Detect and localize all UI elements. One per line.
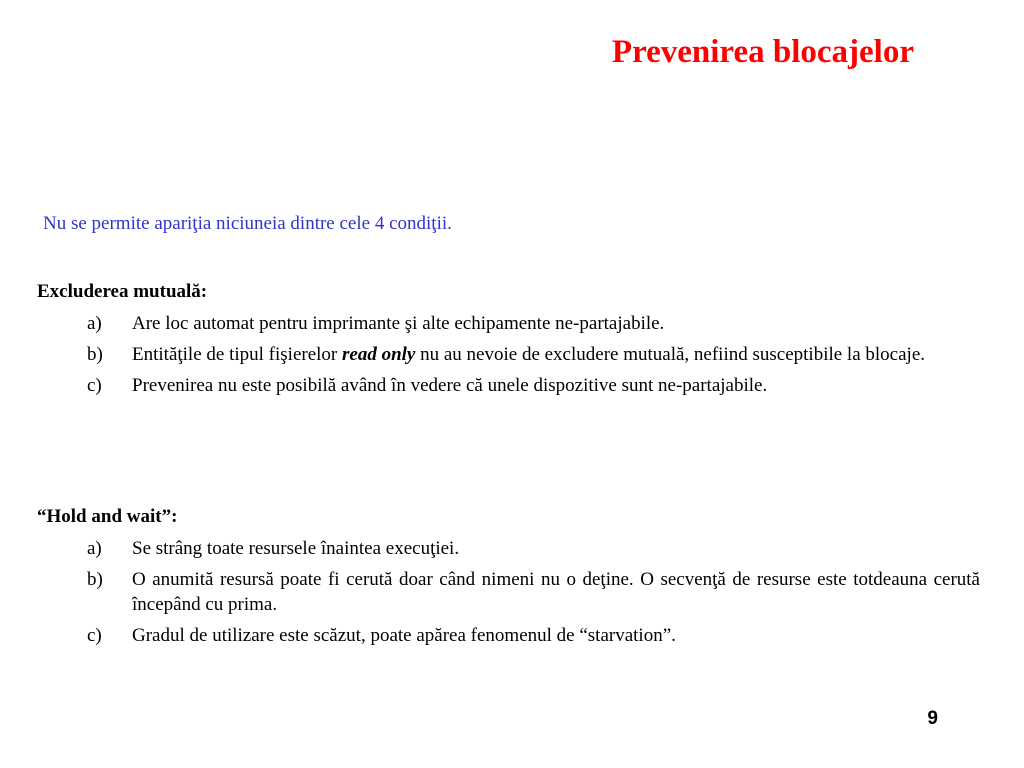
list-item-text: Are loc automat pentru imprimante şi alte echipamente ne-partajabile. <box>132 313 665 334</box>
list-marker: b) <box>87 344 103 365</box>
read-only-emphasis: read only <box>342 344 416 365</box>
section-mutual-exclusion <box>37 279 980 404</box>
list-item-text <box>132 344 925 365</box>
section-hold-and-wait <box>37 504 980 654</box>
list-marker: c) <box>87 625 102 646</box>
section-heading: Excluderea mutuală: <box>37 281 208 302</box>
list-marker: b) <box>87 569 103 590</box>
list-item-text: O anumită resursă poate fi cerută doar când nimeni nu o deţine. O secvenţă de resurse este totdeauna cerută începând cu prima. <box>132 569 980 615</box>
list-item-text-after: nu au nevoie de excludere mutuală, nefiind susceptibile la blocaje. <box>415 344 926 365</box>
list-marker: a) <box>87 538 102 559</box>
list-item <box>37 311 980 336</box>
list-item-text-before: Entităţile de tipul fişierelor <box>132 344 342 365</box>
page-number: 9 <box>927 708 938 729</box>
list-marker: a) <box>87 313 102 334</box>
list-item-text: Se strâng toate resursele înaintea execuţiei. <box>132 538 460 559</box>
list-item <box>37 567 980 617</box>
section-heading: “Hold and wait”: <box>37 506 178 527</box>
list-marker: c) <box>87 375 102 396</box>
list-item <box>37 623 980 648</box>
intro-text: Nu se permite apariţia niciuneia dintre cele 4 condiţii. <box>43 213 452 234</box>
list-item-text: Prevenirea nu este posibilă având în vedere că unele dispozitive sunt ne-partajabile. <box>132 375 768 396</box>
list-item <box>37 373 980 398</box>
list-item <box>37 536 980 561</box>
list-item-text: Gradul de utilizare este scăzut, poate apărea fenomenul de “starvation”. <box>132 625 676 646</box>
slide-title: Prevenirea blocajelor <box>611 34 914 70</box>
list-item <box>37 342 980 367</box>
